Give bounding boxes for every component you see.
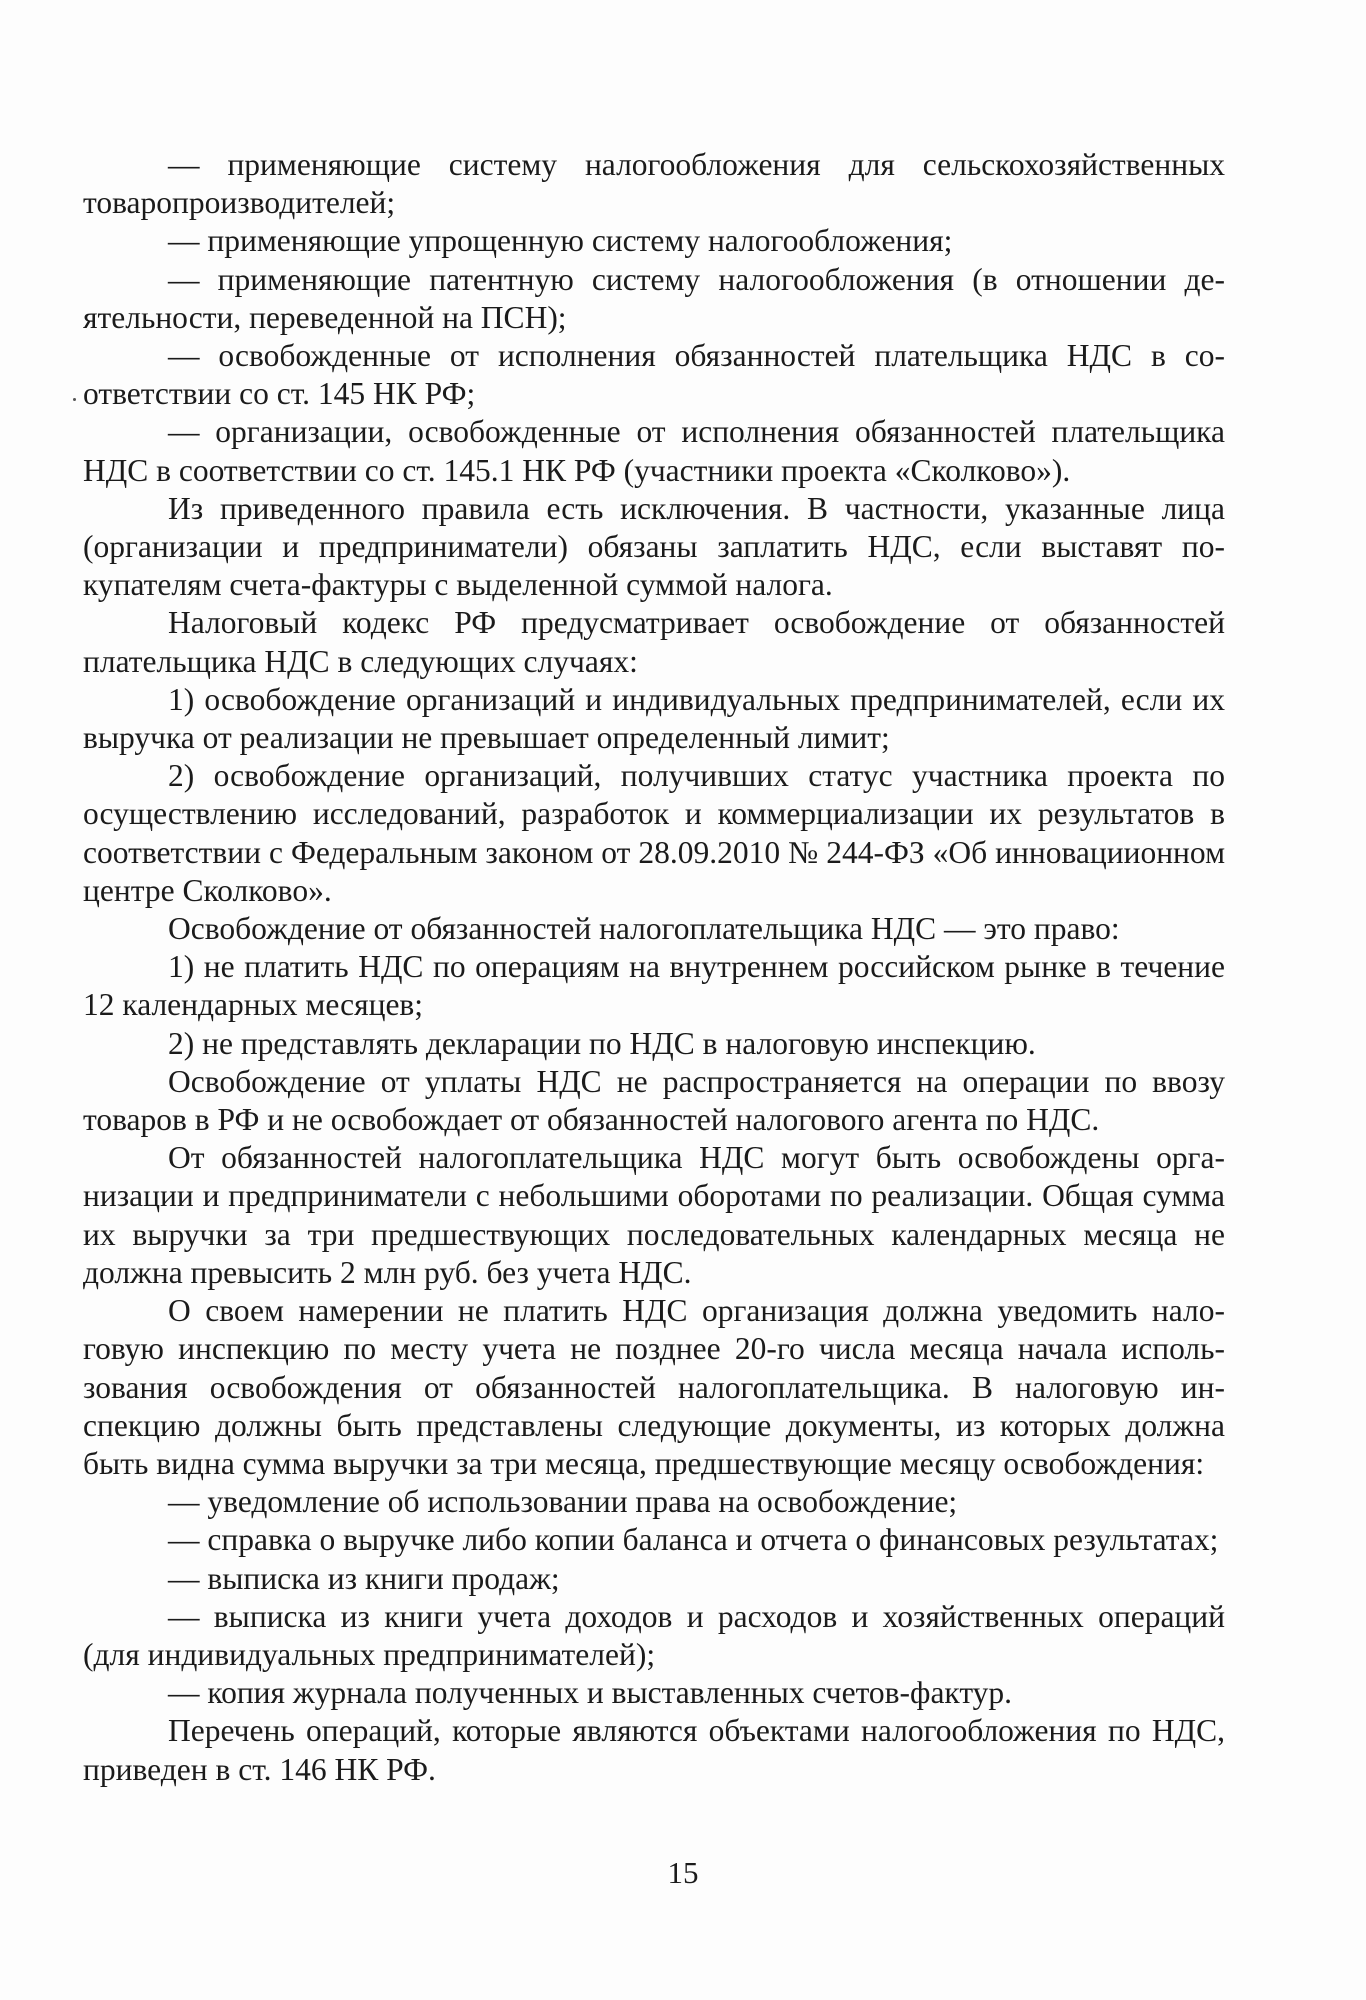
paragraph: — применяющие патентную систему налогообложения (в отношении деятельности, переведенной на ПСН); [83, 261, 1225, 335]
paragraph: Налоговый кодекс РФ предусматривает освобождение от обязанностей плательщика НДС в следующих случаях: [83, 605, 1225, 679]
body-text [83, 146, 1225, 1789]
paragraph: От обязанностей налогоплательщика НДС могут быть освобождены организации и предприниматели с небольшими оборотами по реализации. Общая сумма их выручки за три предшествующих последовательных календарных месяца не должна превысить 2 млн руб. без учета НДС. [83, 1140, 1225, 1290]
paragraph: — освобожденные от исполнения обязанностей плательщика НДС в соответствии со ст. 145 НК РФ; [83, 338, 1225, 412]
paragraph: — копия журнала полученных и выставленных счетов-фактур. [168, 1675, 1013, 1711]
paragraph: — выписка из книги учета доходов и расходов и хозяйственных операций (для индивидуальных предпринимателей); [83, 1598, 1225, 1672]
paragraph: Перечень операций, которые являются объектами налогообложения по НДС, приведен в ст. 146 НК РФ. [83, 1713, 1225, 1787]
paragraph: — применяющие систему налогообложения для сельскохозяйственных товаропроизводителей; [83, 147, 1225, 221]
paragraph: 1) не платить НДС по операциям на внутреннем российском рынке в течение 12 календарных месяцев; [83, 949, 1225, 1023]
paragraph: — выписка из книги продаж; [168, 1560, 560, 1596]
paragraph: 2) освобождение организаций, получивших статус участника проекта по осуществлению исследований, разработок и коммерциализации их результатов в соответствии с Федеральным законом от 28.09.2010 № 244-ФЗ «Об инновациионном центре Сколково». [83, 758, 1225, 908]
paragraph: — справка о выручке либо копии баланса и отчета о финансовых результатах; [168, 1522, 1219, 1558]
paragraph: — организации, освобожденные от исполнения обязанностей плательщика НДС в соответствии со ст. 145.1 НК РФ (участники проекта «Сколково»). [83, 414, 1225, 488]
page-number: 15 [667, 1855, 699, 1890]
scan-speck [73, 398, 76, 401]
paragraph: — уведомление об использовании права на освобождение; [168, 1484, 958, 1520]
paragraph: Освобождение от обязанностей налогоплательщика НДС — это право: [168, 911, 1120, 947]
paragraph: Из приведенного правила есть исключения. В частности, указанные лица (организации и предприниматели) обязаны заплатить НДС, если выставят покупателям счета-фактуры с выделенной суммой налога. [83, 490, 1225, 603]
paragraph: О своем намерении не платить НДС организация должна уведомить налоговую инспекцию по месту учета не позднее 20-го числа месяца начала использования освобождения от обязанностей налогоплательщика. В налоговую инспекцию должны быть представлены следующие документы, из которых должна быть видна сумма выручки за три месяца, предшествующие месяцу освобождения: [83, 1293, 1225, 1481]
paragraph: — применяющие упрощенную систему налогообложения; [168, 223, 953, 259]
paragraph: Освобождение от уплаты НДС не распространяется на операции по ввозу товаров в РФ и не освобождает от обязанностей налогового агента по НДС. [83, 1063, 1225, 1138]
paragraph: 1) освобождение организаций и индивидуальных предпринимателей, если их выручка от реализации не превышает определенный лимит; [83, 681, 1225, 756]
paragraph: 2) не представлять декларации по НДС в налоговую инспекцию. [168, 1025, 1036, 1061]
